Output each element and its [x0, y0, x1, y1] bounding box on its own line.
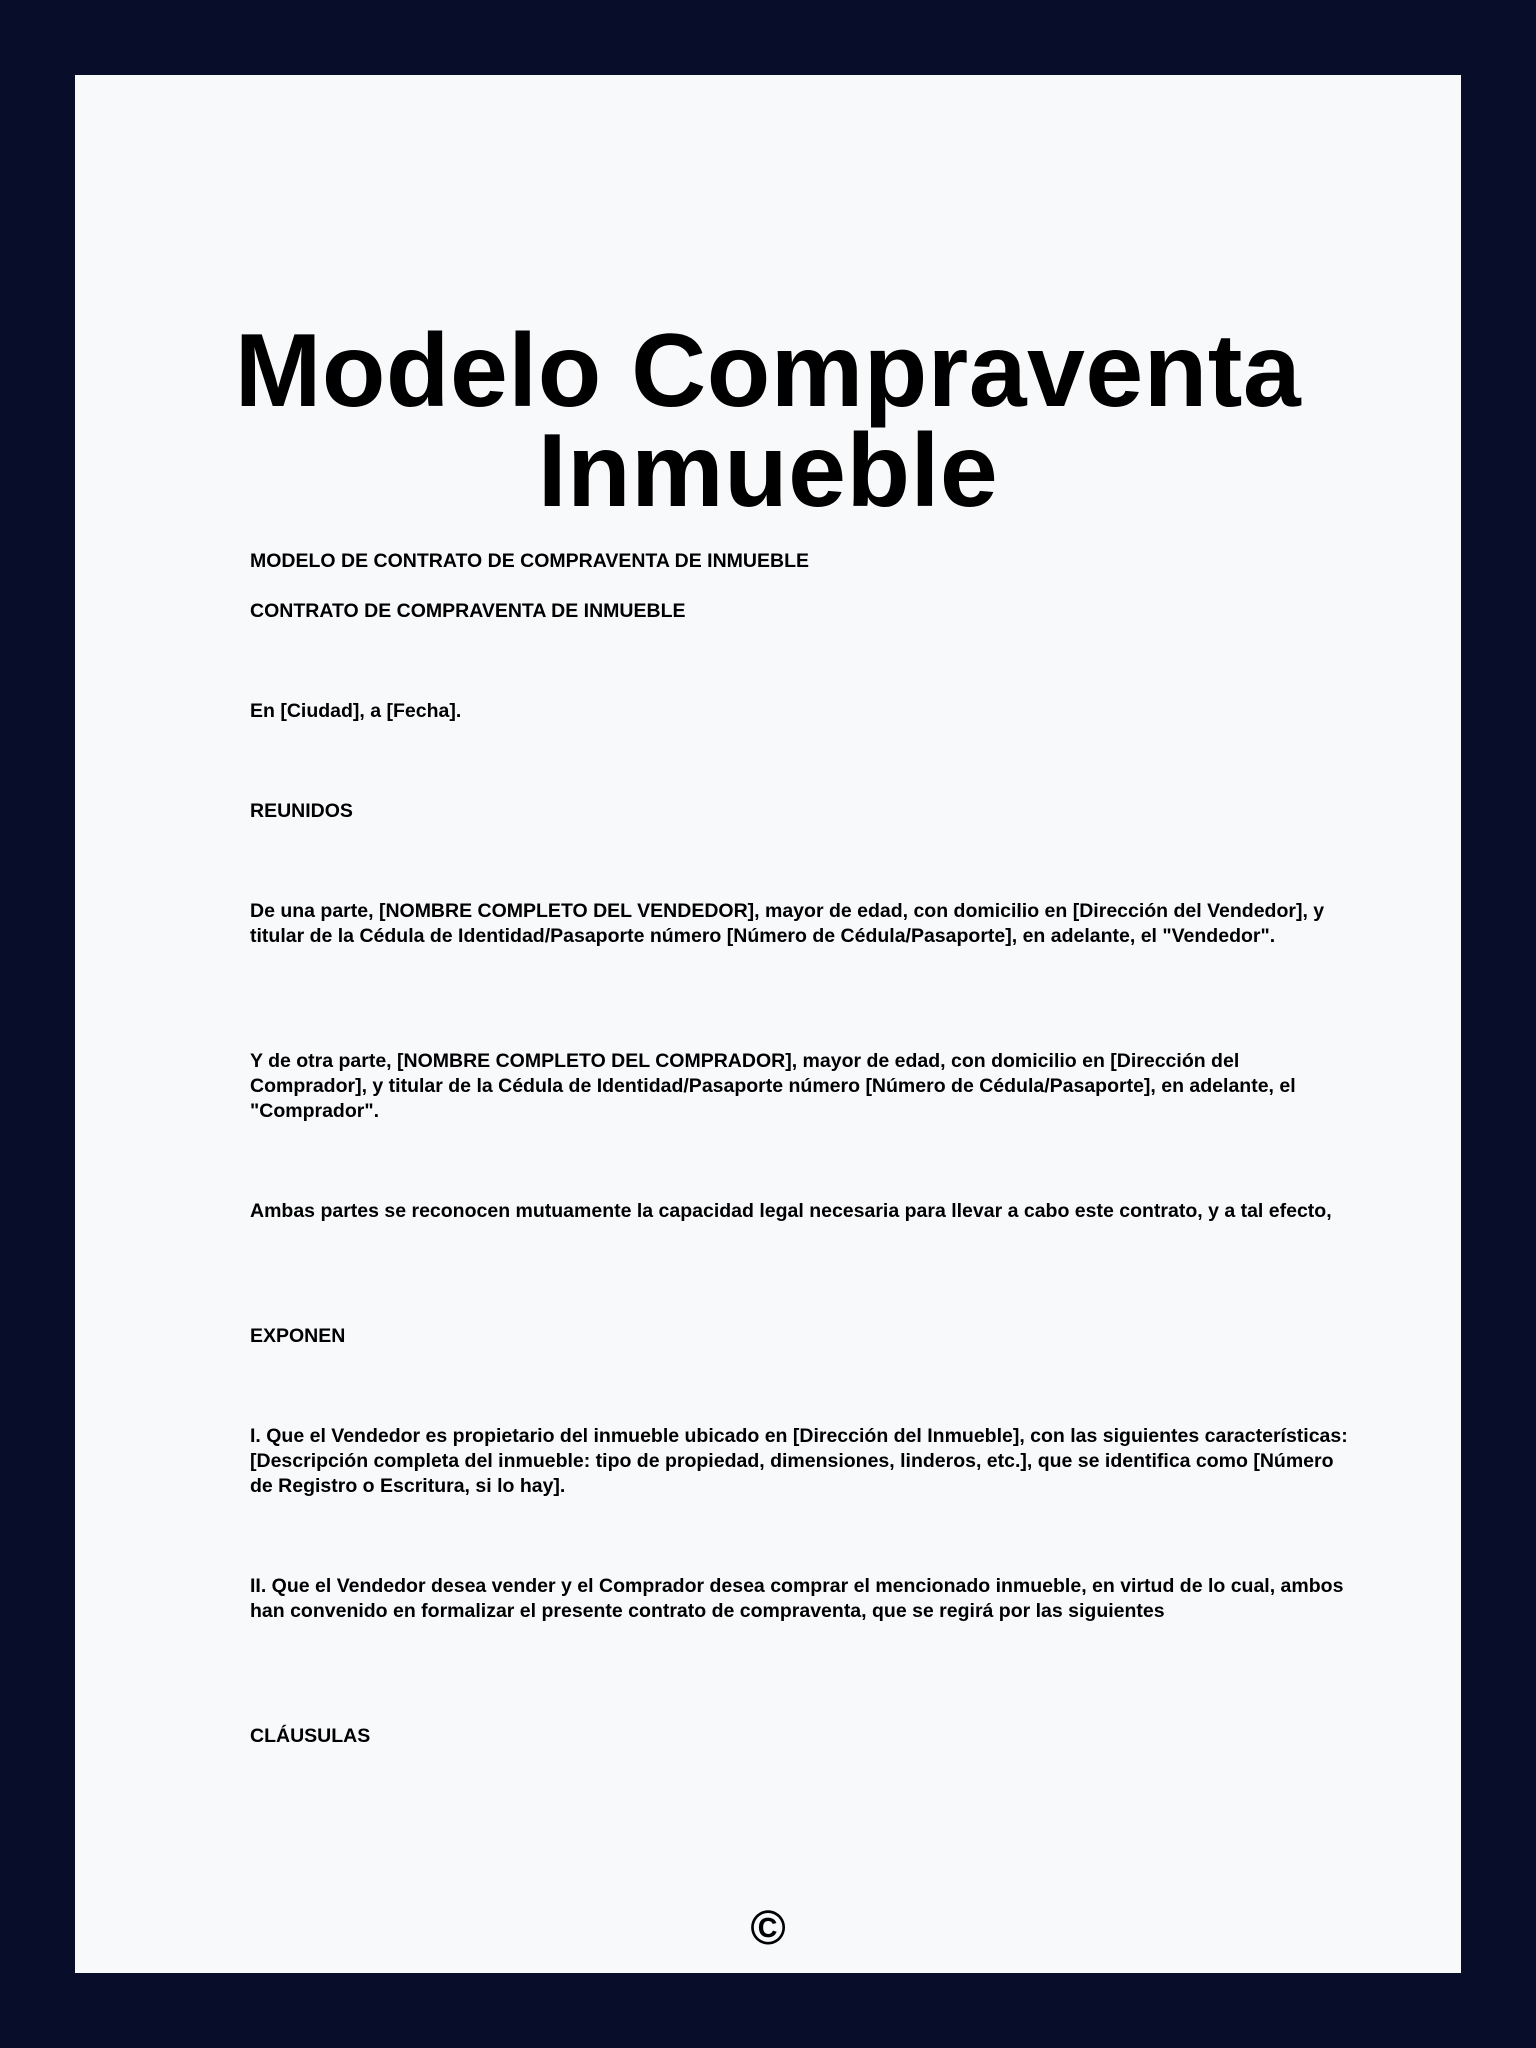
contract-heading: CONTRATO DE COMPRAVENTA DE INMUEBLE [250, 600, 686, 622]
section-heading-exponen: EXPONEN [250, 1325, 346, 1347]
document-page [75, 75, 1461, 1973]
seller-paragraph: De una parte, [NOMBRE COMPLETO DEL VENDEDOR], mayor de edad, con domicilio en [Dirección del Vendedor], y titular de la Cédula de Identidad/Pasaporte número [Número de Cédula/Pasaporte], en adelante, el "Vendedor". [250, 900, 1325, 947]
document-title [75, 313, 1461, 529]
capacity-paragraph: Ambas partes se reconocen mutuamente la capacidad legal necesaria para llevar a cabo este contrato, y a tal efecto, [250, 1200, 1332, 1222]
place-date-line: En [Ciudad], a [Fecha]. [250, 700, 462, 722]
title-line-2: Inmueble [537, 413, 999, 529]
title-line-1: Modelo Compraventa [234, 313, 1302, 429]
section-heading-reunidos: REUNIDOS [250, 800, 353, 822]
exposition-ii-paragraph: II. Que el Vendedor desea vender y el Comprador desea comprar el mencionado inmueble, en virtud de lo cual, ambos han convenido en formalizar el presente contrato de compraventa, que se regirá por las siguientes [250, 1575, 1344, 1622]
document-heading: MODELO DE CONTRATO DE COMPRAVENTA DE INMUEBLE [250, 550, 810, 572]
section-heading-clausulas: CLÁUSULAS [250, 1725, 371, 1747]
exposition-i-paragraph: I. Que el Vendedor es propietario del inmueble ubicado en [Dirección del Inmueble], con las siguientes características: [Descripción completa del inmueble: tipo de propiedad, dimensiones, linderos, etc.], que se identifica como [Número de Registro o Escritura, si lo hay]. [250, 1425, 1348, 1497]
buyer-paragraph: Y de otra parte, [NOMBRE COMPLETO DEL COMPRADOR], mayor de edad, con domicilio en [Dirección del Comprador], y titular de la Cédula de Identidad/Pasaporte número [Número de Cédula/Pasaporte], en adelante, el "Comprador". [250, 1050, 1296, 1122]
copyright-icon: © [750, 1902, 786, 1955]
